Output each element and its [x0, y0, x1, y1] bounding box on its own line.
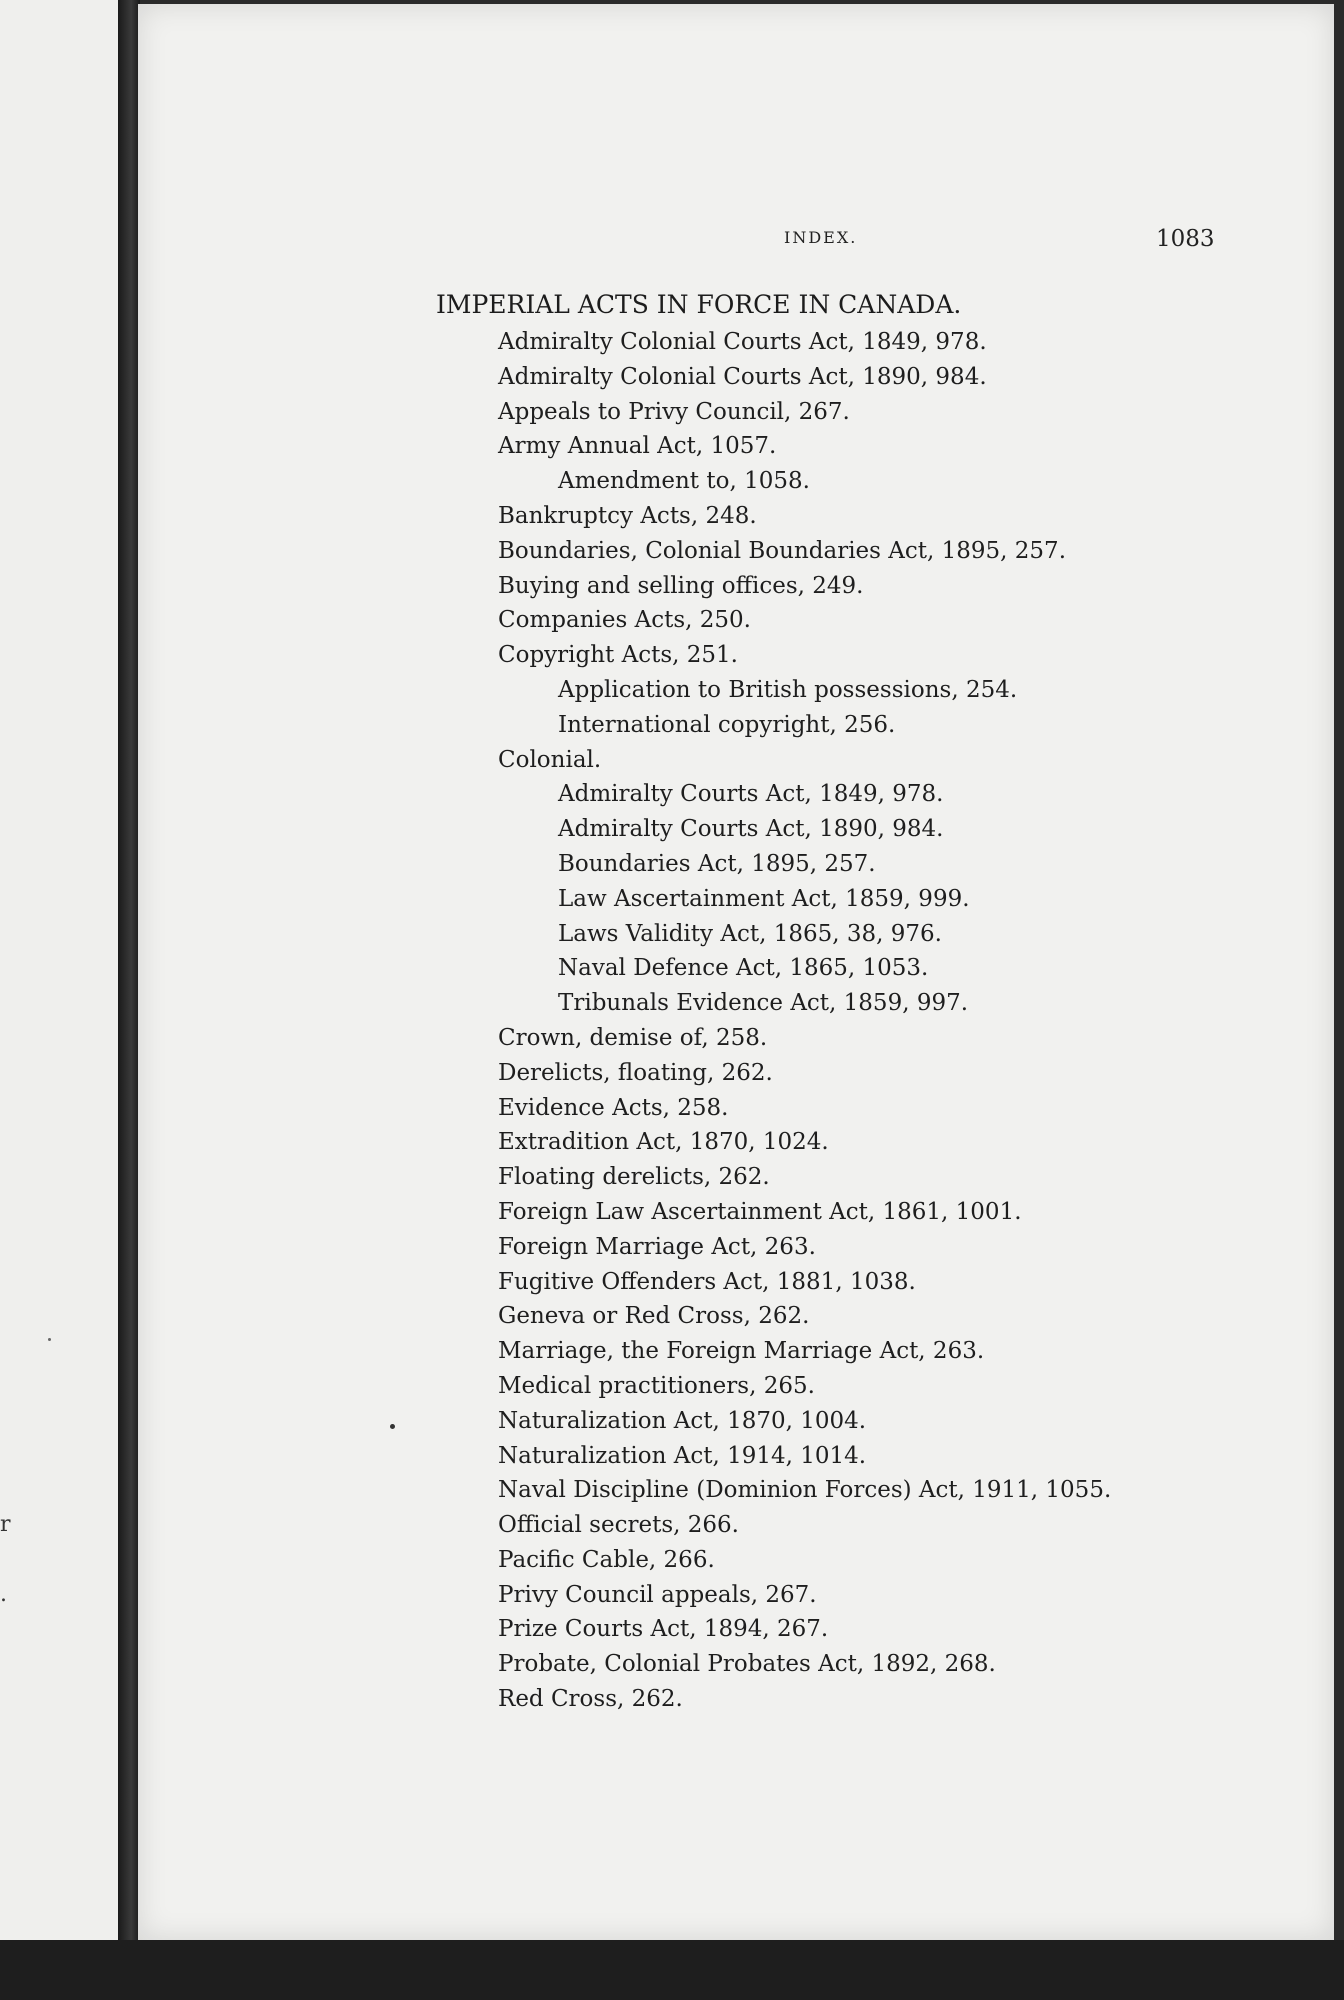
index-entry: Official secrets, 266. — [498, 1512, 739, 1539]
index-entry: Medical practitioners, 265. — [498, 1372, 815, 1399]
scan-bottom-edge — [0, 1940, 1344, 2000]
index-entry: Probate, Colonial Probates Act, 1892, 268. — [498, 1651, 996, 1678]
index-subentry: Admiralty Courts Act, 1890, 984. — [558, 816, 944, 843]
index-entry: Foreign Law Ascertainment Act, 1861, 1001. — [498, 1198, 1022, 1225]
index-entry: Admiralty Colonial Courts Act, 1849, 978. — [498, 329, 987, 355]
index-entry: Prize Courts Act, 1894, 267. — [498, 1616, 829, 1643]
index-page — [138, 4, 1334, 1940]
index-subentry: Boundaries Act, 1895, 257. — [558, 850, 876, 877]
index-entry: Red Cross, 262. — [498, 1686, 683, 1713]
left-page-fragment: r — [0, 1512, 11, 1537]
index-entry: Naval Discipline (Dominion Forces) Act, 1911, 1055. — [498, 1477, 1112, 1504]
index-entry: Appeals to Privy Council, 267. — [498, 398, 850, 425]
index-subentry: Admiralty Courts Act, 1849, 978. — [558, 781, 944, 808]
left-page-edge — [0, 0, 122, 2000]
speck — [48, 1338, 51, 1341]
speck — [390, 1424, 395, 1429]
index-subentry: Tribunals Evidence Act, 1859, 997. — [558, 990, 969, 1017]
index-entries — [138, 325, 1334, 1717]
index-subentry: Laws Validity Act, 1865, 38, 976. — [558, 920, 942, 947]
index-entry: Colonial. — [498, 746, 602, 773]
index-entry: Buying and selling offices, 249. — [498, 572, 864, 599]
page-number: 1083 — [1156, 226, 1215, 252]
index-entry: Evidence Acts, 258. — [498, 1094, 729, 1121]
index-subentry: Law Ascertainment Act, 1859, 999. — [558, 885, 970, 912]
index-entry: Admiralty Colonial Courts Act, 1890, 984. — [498, 363, 987, 390]
index-entry: Floating derelicts, 262. — [498, 1164, 770, 1191]
index-subentry: Amendment to, 1058. — [558, 468, 810, 495]
index-entry: Foreign Marriage Act, 263. — [498, 1233, 816, 1260]
index-entry: Extradition Act, 1870, 1024. — [498, 1129, 829, 1156]
index-entry: Copyright Acts, 251. — [498, 642, 738, 669]
index-entry: Army Annual Act, 1057. — [498, 433, 777, 460]
index-entry: Privy Council appeals, 267. — [498, 1581, 817, 1608]
index-entry: Boundaries, Colonial Boundaries Act, 1895, 257. — [498, 537, 1067, 564]
index-entry: Derelicts, floating, 262. — [498, 1059, 773, 1086]
left-page-fragment: . — [0, 1582, 7, 1607]
index-entry: Naturalization Act, 1914, 1014. — [498, 1442, 867, 1469]
index-entry: Fugitive Offenders Act, 1881, 1038. — [498, 1268, 916, 1295]
index-entry: Marriage, the Foreign Marriage Act, 263. — [498, 1338, 985, 1365]
index-entry: Crown, demise of, 258. — [498, 1024, 768, 1051]
index-subentry: Naval Defence Act, 1865, 1053. — [558, 955, 929, 982]
index-subentry: International copyright, 256. — [558, 711, 896, 738]
index-entry: Naturalization Act, 1870, 1004. — [498, 1407, 867, 1434]
book-spine — [118, 0, 140, 2000]
index-entry: Geneva or Red Cross, 262. — [498, 1303, 810, 1330]
index-heading: IMPERIAL ACTS IN FORCE IN CANADA. — [436, 290, 962, 319]
index-entry: Pacific Cable, 266. — [498, 1546, 715, 1573]
index-subentry: Application to British possessions, 254. — [558, 676, 1018, 703]
running-head: INDEX. — [784, 228, 858, 247]
index-entry: Bankruptcy Acts, 248. — [498, 502, 757, 529]
index-entry: Companies Acts, 250. — [498, 607, 751, 634]
